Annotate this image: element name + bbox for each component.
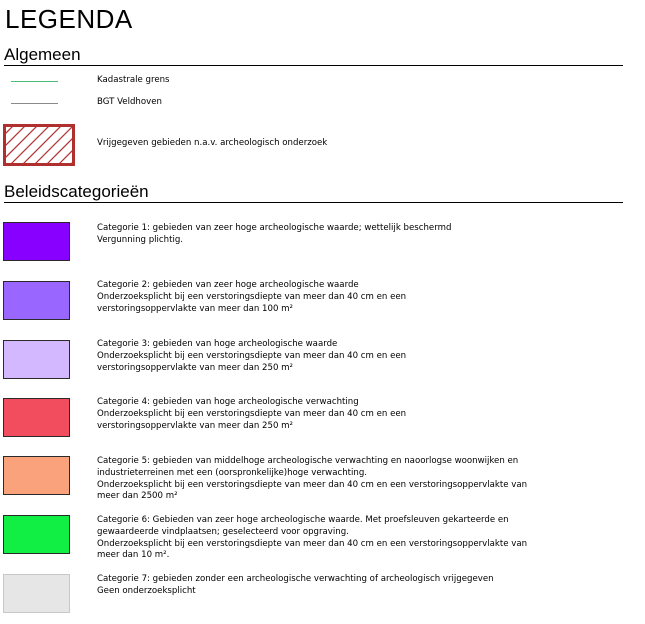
legend-label-cadastral-boundary: Kadastrale grens — [97, 75, 170, 85]
category-3-description: Categorie 3: gebieden van hoge archeologische waarde Onderzoeksplicht bij een verstoringsdiepte van meer dan 40 cm en een verstoringsoppervlakte van meer dan 250 m² — [97, 339, 407, 373]
section-divider — [4, 202, 623, 203]
category-4-swatch — [3, 398, 70, 437]
bgt-line-symbol — [11, 103, 58, 104]
category-1-description: Categorie 1: gebieden van zeer hoge archeologische waarde; wettelijk beschermd Vergunning plichtig. — [97, 223, 452, 245]
category-2-swatch — [3, 281, 70, 320]
cadastral-boundary-line-symbol — [11, 81, 58, 82]
category-4-description: Categorie 4: gebieden van hoge archeologische verwachting Onderzoeksplicht bij een verstoringsdiepte van meer dan 40 cm en een verstoringsoppervlakte van meer dan 250 m² — [97, 397, 407, 431]
category-5-swatch — [3, 456, 70, 495]
legend-label-bgt: BGT Veldhoven — [97, 97, 162, 107]
category-6-swatch — [3, 515, 70, 554]
legend-title: LEGENDA — [5, 4, 133, 34]
released-area-hatch-symbol — [3, 124, 75, 166]
category-5-description: Categorie 5: gebieden van middelhoge archeologische verwachting en naoorlogse woonwijken en industrieterreinen met een (oorspronkelijke)hoge verwachting. Onderzoeksplicht bij een verstoringsdiepte van meer dan 40 cm en een verstoringsoppervlakte van meer dan 2500 m² — [97, 456, 528, 502]
category-1-swatch — [3, 222, 70, 261]
category-7-swatch — [3, 574, 70, 613]
category-2-description: Categorie 2: gebieden van zeer hoge archeologische waarde Onderzoeksplicht bij een verstoringsdiepte van meer dan 40 cm en een verstoringsoppervlakte van meer dan 100 m² — [97, 280, 407, 314]
legend-label-released-areas: Vrijgegeven gebieden n.a.v. archeologisch onderzoek — [97, 138, 328, 148]
section-heading-policy: Beleidscategorieën — [4, 182, 149, 201]
category-3-swatch — [3, 340, 70, 379]
category-7-description: Categorie 7: gebieden zonder een archeologische verwachting of archeologisch vrijgegeven Geen onderzoeksplicht — [97, 574, 494, 596]
section-divider — [4, 65, 623, 66]
section-heading-general: Algemeen — [4, 45, 81, 64]
category-6-description: Categorie 6: Gebieden van zeer hoge archeologische waarde. Met proefsleuven gekarteerde en gewaardeerde vindplaatsen; geselecteerd voor opgraving. Onderzoeksplicht bij een verstoringsdiepte van meer dan 40 cm en een verstoringsoppervlakte van meer dan 10 m². — [97, 515, 528, 561]
